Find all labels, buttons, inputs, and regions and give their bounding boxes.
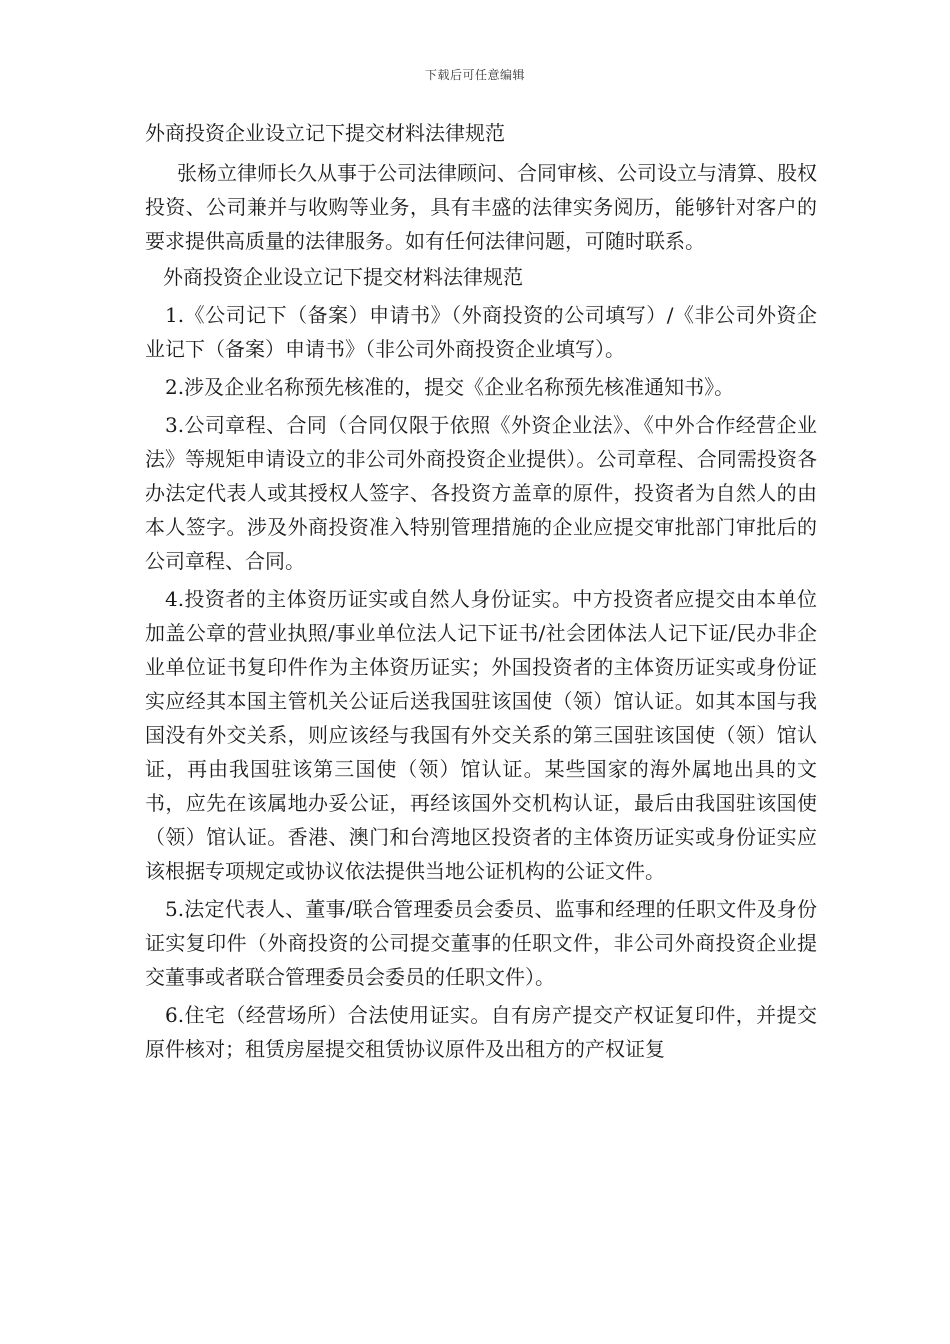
document-subtitle: 外商投资企业设立记下提交材料法律规范	[163, 265, 523, 289]
list-item-6: 6.住宅（经营场所）合法使用证实。自有房产提交产权证复印件，并提交原件核对；租赁房屋提交租赁协议原件及出租方的产权证复	[145, 1003, 817, 1061]
document-title: 外商投资企业设立记下提交材料法律规范	[145, 121, 505, 145]
list-item-2: 2.涉及企业名称预先核准的，提交《企业名称预先核准通知书》。	[165, 375, 735, 399]
list-item-4: 4.投资者的主体资历证实或自然人身份证实。中方投资者应提交由本单位加盖公章的营业执照/事业单位法人记下证书/社会团体法人记下证/民办非企业单位证书复印件作为主体资历证实；外国投资者的主体资历证实或身份证实应经其本国主管机关公证后送我国驻该国使（领）馆认证。如其本国与我国没有外交关系，则应该经与我国有外交关系的第三国驻该国使（领）馆认证，再由我国驻该第三国使（领）馆认证。某些国家的海外属地出具的文书，应先在该属地办妥公证，再经该国外交机构认证，最后由我国驻该国使（领）馆认证。香港、澳门和台湾地区投资者的主体资历证实或身份证实应该根据专项规定或协议依法提供当地公证机构的公证文件。	[145, 587, 817, 883]
list-item-1: 1.《公司记下（备案）申请书》（外商投资的公司填写）/《非公司外资企业记下（备案）申请书》（非公司外商投资企业填写）。	[145, 303, 817, 361]
intro-paragraph: 张杨立律师长久从事于公司法律顾问、合同审核、公司设立与清算、股权投资、公司兼并与收购等业务，具有丰盛的法律实务阅历，能够针对客户的要求提供高质量的法律服务。如有任何法律问题，可随时联系。	[145, 161, 817, 253]
list-item-3: 3.公司章程、合同（合同仅限于依照《外资企业法》、《中外合作经营企业法》等规矩申请设立的非公司外商投资企业提供）。公司章程、合同需投资各办法定代表人或其授权人签字、各投资方盖章的原件，投资者为自然人的由本人签字。涉及外商投资准入特别管理措施的企业应提交审批部门审批后的公司章程、合同。	[145, 413, 817, 573]
document-body	[145, 116, 817, 1066]
page-header-note: 下载后可任意编辑	[424, 68, 525, 82]
list-item-5: 5.法定代表人、董事/联合管理委员会委员、监事和经理的任职文件及身份证实复印件（外商投资的公司提交董事的任职文件，非公司外商投资企业提交董事或者联合管理委员会委员的任职文件）。	[145, 897, 817, 989]
